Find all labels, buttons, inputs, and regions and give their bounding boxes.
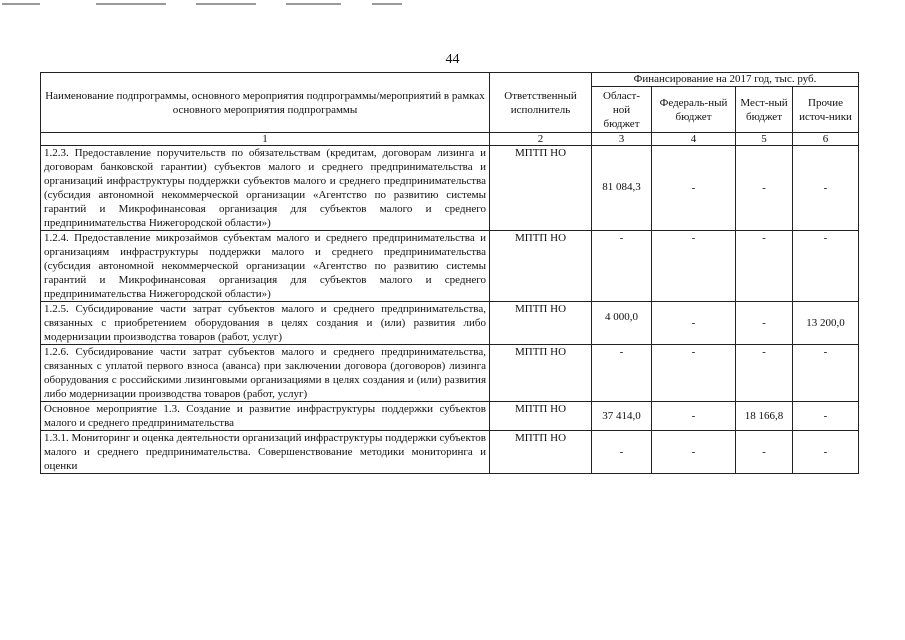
header-federal-budget: Федераль-ный бюджет [652,87,736,133]
row-local-budget: - [736,146,793,231]
row-executor: МПТП НО [490,302,592,345]
scan-artifact-strip [0,0,905,10]
row-executor: МПТП НО [490,431,592,474]
row-name: 1.3.1. Мониторинг и оценка деятельности организаций инфраструктуры поддержки субъектов малого и среднего предпринимательства. Совершенствование методики мониторинга и оценки [41,431,490,474]
row-other-sources: - [793,345,859,402]
header-executor-column: Ответственный исполнитель [490,73,592,133]
row-regional-budget: 81 084,3 [592,146,652,231]
row-name: 1.2.3. Предоставление поручительств по обязательствам (кредитам, договорам лизинга и договорам банковской гарантии) субъектов малого и среднего предпринимательства и организаций инфраструктуры поддержки субъектов малого и среднего предпринимательства (субсидия автономной некоммерческой организации «Агентство по развитию системы гарантий и Микрофинансовая организация для субъектов малого и среднего предпринимательства Нижегородской области») [41,146,490,231]
row-regional-budget: 37 414,0 [592,402,652,431]
table-row [41,146,859,231]
row-regional-budget: - [592,231,652,302]
row-executor: МПТП НО [490,231,592,302]
header-local-budget: Мест-ный бюджет [736,87,793,133]
table-row [41,431,859,474]
financing-table [40,72,859,474]
row-local-budget: - [736,302,793,345]
row-federal-budget: - [652,345,736,402]
row-federal-budget: - [652,402,736,431]
row-federal-budget: - [652,146,736,231]
row-other-sources: - [793,431,859,474]
table-row [41,345,859,402]
header-name-column: Наименование подпрограммы, основного мероприятия подпрограммы/мероприятий в рамках основного мероприятия подпрограммы [41,73,490,133]
header-regional-budget: Област-ной бюджет [592,87,652,133]
header-financing-title: Финансирование на 2017 год, тыс. руб. [592,73,859,87]
table-row [41,302,859,345]
column-number: 1 [41,133,490,146]
column-number: 4 [652,133,736,146]
row-executor: МПТП НО [490,146,592,231]
row-regional-budget: - [592,345,652,402]
row-other-sources: 13 200,0 [793,302,859,345]
column-number: 3 [592,133,652,146]
row-regional-budget: - [592,431,652,474]
row-name: Основное мероприятие 1.3. Создание и развитие инфраструктуры поддержки субъектов малого и среднего предпринимательства [41,402,490,431]
row-name: 1.2.5. Субсидирование части затрат субъектов малого и среднего предпринимательства, связанных с приобретением оборудования в целях создания и (или) развития либо модернизации производства товаров (работ, услуг) [41,302,490,345]
table-row [41,231,859,302]
row-regional-budget: 4 000,0 [592,302,652,345]
table-row [41,402,859,431]
row-federal-budget: - [652,431,736,474]
row-executor: МПТП НО [490,402,592,431]
row-name: 1.2.6. Субсидирование части затрат субъектов малого и среднего предпринимательства, связанных с уплатой первого взноса (аванса) при заключении договора (договоров) лизинга оборудования с российскими лизинговыми организациями в целях создания и (или) развития либо модернизации производства товаров (работ, услуг) [41,345,490,402]
row-other-sources: - [793,146,859,231]
row-federal-budget: - [652,231,736,302]
page-number: 44 [445,52,460,67]
row-local-budget: - [736,345,793,402]
column-number: 5 [736,133,793,146]
column-number: 2 [490,133,592,146]
row-federal-budget: - [652,302,736,345]
row-name: 1.2.4. Предоставление микрозаймов субъектам малого и среднего предпринимательства и организациям инфраструктуры поддержки малого и среднего предпринимательства (субсидия автономной некоммерческой организации «Агентство по развитию системы гарантий и Микрофинансовая организация для субъектов малого и среднего предпринимательства Нижегородской области») [41,231,490,302]
row-executor: МПТП НО [490,345,592,402]
row-local-budget: 18 166,8 [736,402,793,431]
row-local-budget: - [736,431,793,474]
row-other-sources: - [793,231,859,302]
row-other-sources: - [793,402,859,431]
row-local-budget: - [736,231,793,302]
column-number: 6 [793,133,859,146]
header-other-sources: Прочие источ-ники [793,87,859,133]
